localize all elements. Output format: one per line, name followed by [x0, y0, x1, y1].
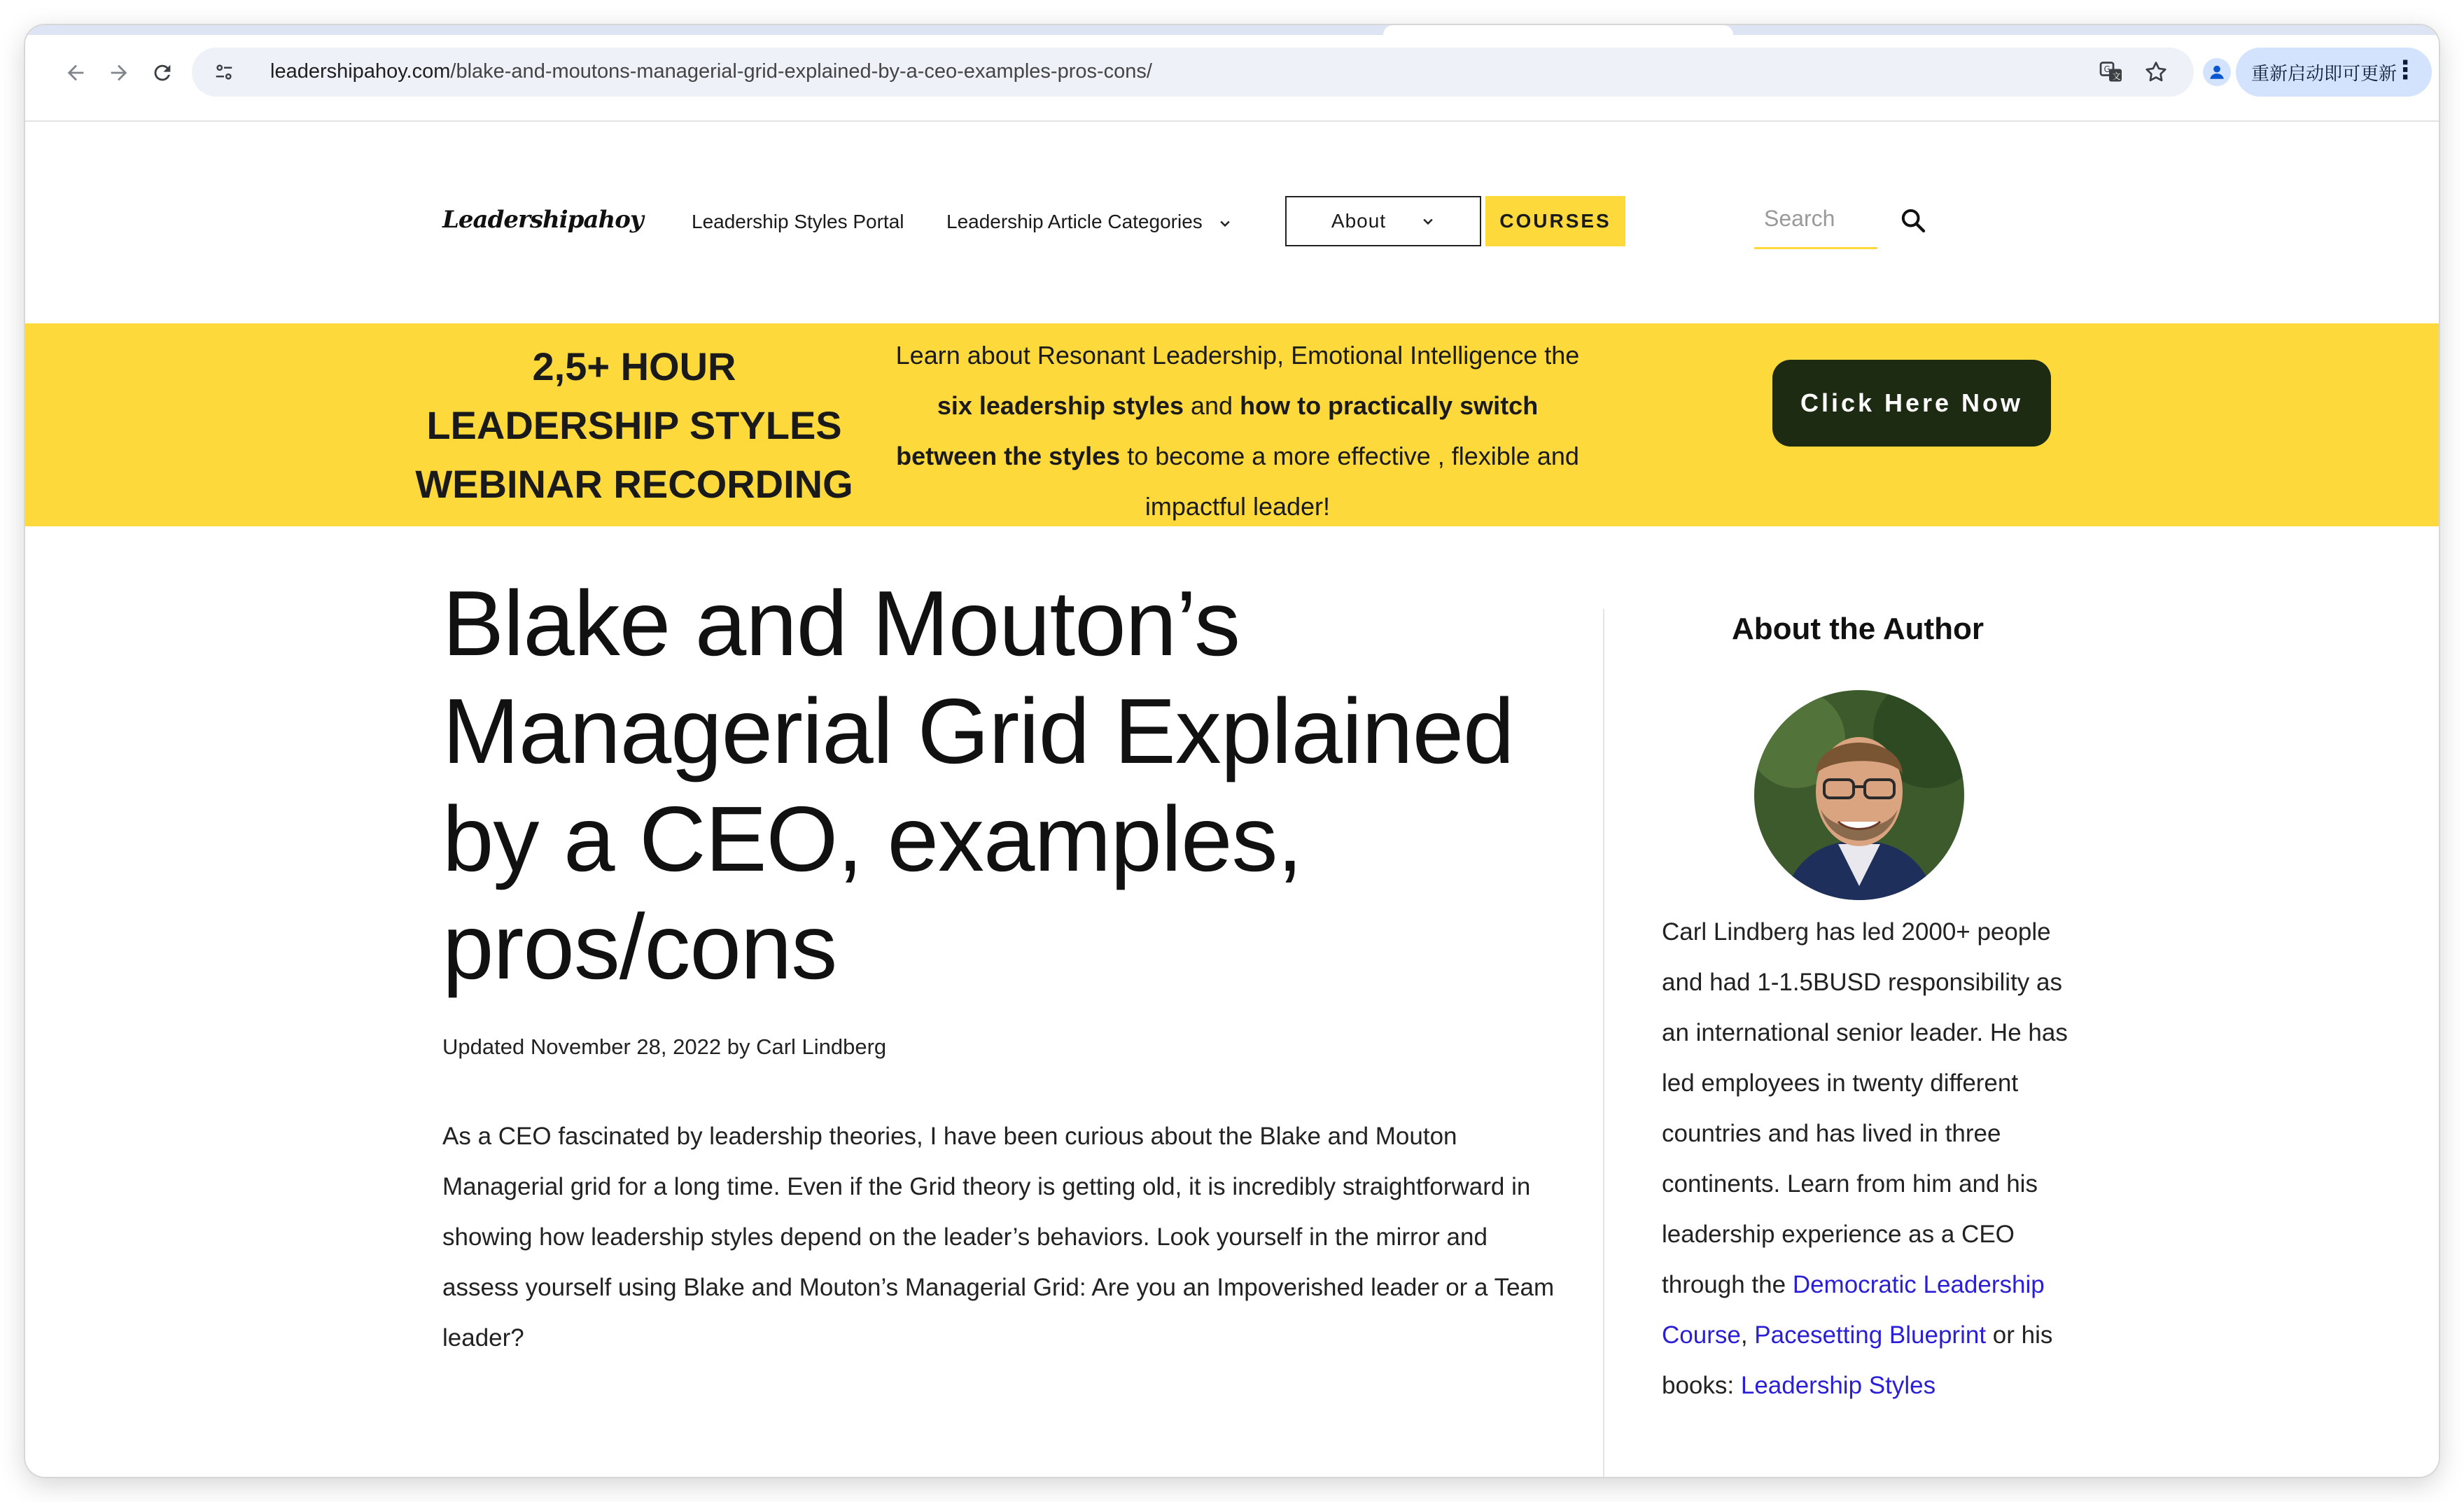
- address-bar[interactable]: [192, 48, 2194, 97]
- banner-text-part: to become a more effective , flexible and impactful leader!: [1120, 442, 1579, 521]
- browser-window: [25, 25, 2439, 1477]
- browser-toolbar: [25, 35, 2439, 122]
- author-link[interactable]: Carl Lindberg: [756, 1034, 887, 1059]
- meta-updated: Updated November 28, 2022 by: [442, 1034, 757, 1059]
- star-icon[interactable]: [2141, 57, 2171, 87]
- chevron-down-icon: [1421, 214, 1435, 228]
- search-icon[interactable]: [1896, 203, 1931, 238]
- update-label: 重新启动即可更新: [2251, 63, 2398, 85]
- site-info-icon[interactable]: [209, 57, 239, 87]
- svg-text:文: 文: [2112, 71, 2121, 81]
- kebab-menu-icon[interactable]: ⋮: [2393, 56, 2418, 85]
- banner-title-line3: WEBINAR RECORDING: [415, 462, 853, 506]
- author-bio: [1662, 907, 2082, 1411]
- banner-description: [888, 330, 1588, 532]
- chevron-down-icon: [1218, 216, 1232, 230]
- nav-categories-label: Leadership Article Categories: [946, 211, 1203, 232]
- site-logo[interactable]: Leadershipahoy: [442, 206, 643, 234]
- banner-text-bold: how to practically switch between the styles: [896, 391, 1539, 470]
- bio-text: Carl Lindberg has led 2000+ people and had 1-1.5BUSD responsibility as an international senior leader. He has led employees in twenty different countries and has lived in three continents. Learn from him and his leadership experience as a CEO through the: [1662, 918, 2068, 1298]
- bio-separator: ,: [1740, 1321, 1755, 1349]
- leadership-styles-book-link[interactable]: Leadership Styles: [1740, 1372, 1936, 1399]
- article-paragraph: As a CEO fascinated by leadership theories, I have been curious about the Blake and Mouton Managerial grid for a long time. Even if the Grid theory is getting old, it is incredibly straightforward in showing how leadership styles depend on the leader’s behaviors. Look yourself in the mirror and assess yourself using Blake and Mouton’s Managerial Grid: Are you an Impoverished leader or a Team leader?: [442, 1123, 1555, 1352]
- author-avatar: [1754, 690, 1964, 900]
- courses-button[interactable]: COURSES: [1485, 196, 1625, 246]
- article-title: Blake and Mouton’s Managerial Grid Explained by a CEO, examples, pros/cons: [442, 572, 1514, 998]
- update-button[interactable]: [2236, 48, 2432, 97]
- democratic-leadership-course-link[interactable]: Democratic Leadership Course: [1662, 1271, 2045, 1349]
- nav-leadership-styles-portal[interactable]: Leadership Styles Portal: [692, 211, 904, 232]
- translate-icon[interactable]: [2096, 57, 2127, 87]
- banner-title-line1: 2,5+ HOUR: [532, 344, 736, 388]
- about-dropdown[interactable]: [1285, 196, 1481, 246]
- url-path: /blake-and-moutons-managerial-grid-explained-by-a-ceo-examples-pros-cons/: [450, 60, 1152, 83]
- reload-icon[interactable]: [143, 53, 182, 92]
- svg-text:G: G: [2104, 64, 2110, 74]
- article-meta: [442, 1034, 1562, 1060]
- banner-title: [389, 337, 879, 514]
- search-input[interactable]: [1754, 190, 1877, 249]
- bio-text-mid: or his books:: [1662, 1321, 2053, 1399]
- banner-title-line2: LEADERSHIP STYLES: [426, 403, 842, 447]
- tab-strip: [25, 25, 2439, 35]
- banner-text-part: Learn about Resonant Leadership, Emotional Intelligence the: [895, 341, 1580, 370]
- column-divider: [1603, 609, 1604, 1477]
- profile-icon[interactable]: [2195, 50, 2239, 94]
- active-tab[interactable]: [1383, 25, 1733, 35]
- about-author-heading: About the Author: [1731, 612, 1984, 646]
- url-text[interactable]: [270, 60, 1152, 83]
- back-arrow-icon[interactable]: [56, 53, 95, 92]
- click-here-now-button[interactable]: Click Here Now: [1772, 360, 2051, 447]
- pacesetting-blueprint-link[interactable]: Pacesetting Blueprint: [1754, 1321, 1987, 1349]
- article: [442, 570, 1562, 1388]
- banner-text-part: and: [1184, 391, 1240, 420]
- nav-article-categories[interactable]: [946, 211, 1232, 233]
- webinar-banner: [25, 323, 2439, 526]
- web-page: [25, 122, 2439, 1477]
- banner-text-bold: six leadership styles: [937, 391, 1184, 420]
- url-domain: leadershipahoy.com: [270, 60, 451, 83]
- forward-arrow-icon[interactable]: [99, 53, 139, 92]
- about-label: About: [1331, 210, 1387, 232]
